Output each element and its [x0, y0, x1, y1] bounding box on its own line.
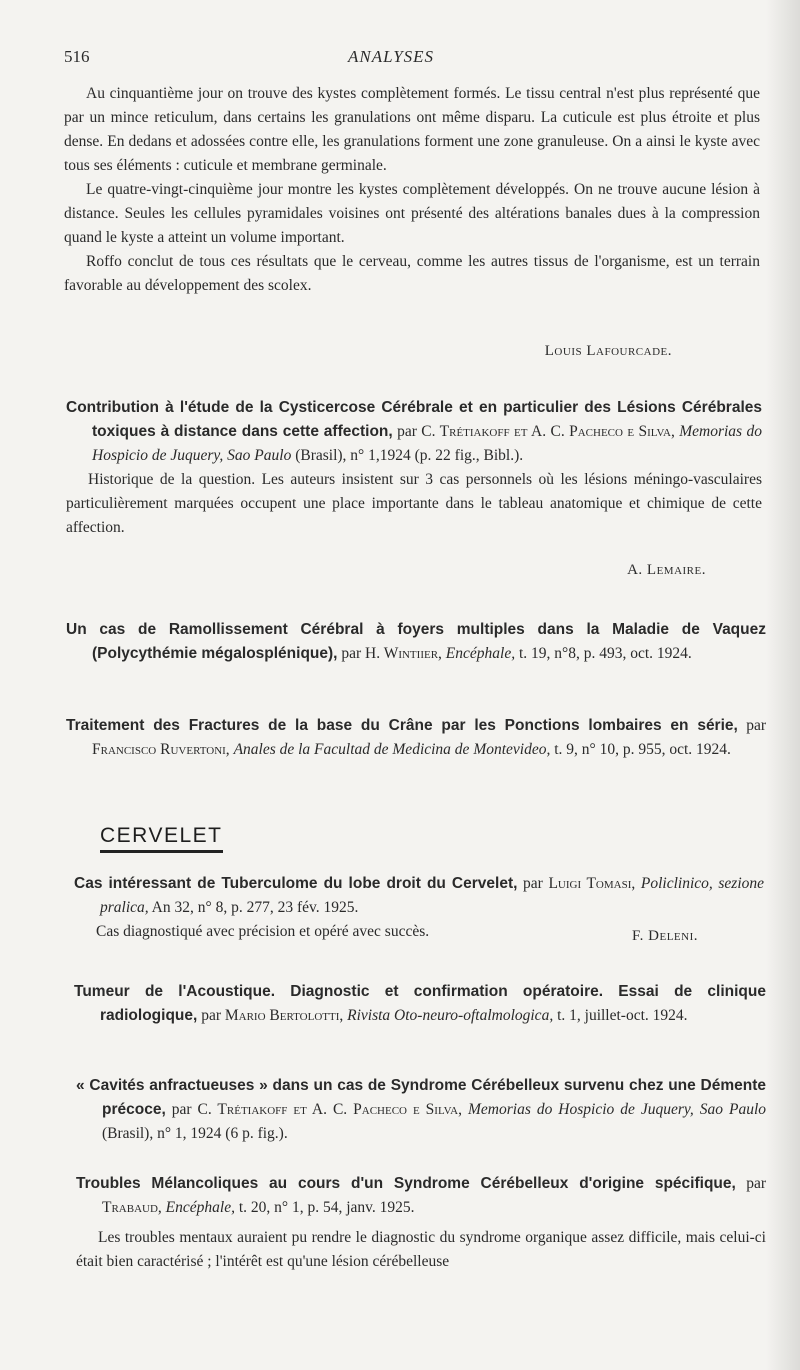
article-title: Tumeur de l'Acoustique. Diagnostic et confirmation opératoire. Essai de clinique radiologique,: [74, 983, 766, 1024]
citation: Cas intéressant de Tuberculome du lobe droit du Cervelet, par Luigi Tomasi, Policlinico, sezione pralica, An 32, n° 8, p. 277, 23 fév. 1925.: [74, 875, 765, 916]
reference: t. 20, n° 1, p. 54, janv. 1925.: [234, 1199, 415, 1216]
citation: Traitement des Fractures de la base du Crâne par les Ponctions lombaires en série, par Francisco Ruvertoni, Anales de la Facultad de Medicina de Montevideo, t. 9, n° 10, p. 955, oct. 1924.: [66, 717, 766, 758]
article-title: Un cas de Ramollissement Cérébral à foyers multiples dans la Maladie de Vaquez (Polycythémie mégalosplénique),: [66, 621, 766, 662]
reference: (Brasil), n° 1, 1924 (6 p. fig.).: [102, 1125, 288, 1142]
paragraph: Au cinquantième jour on trouve des kystes complètement formés. Le tissu central n'est plus représenté que par un mince reticulum, dans certains les granulations ont même disparu. La cuticule est plus étroite et plus dense. En dedans et adossées contre elle, les granulations forment une zone granuleuse. On a ainsi le kyste avec tous ses éléments : cuticule et membrane germinale.: [64, 85, 760, 174]
reference: t. 19, n°8, p. 493, oct. 1924.: [515, 645, 692, 662]
paragraph: Le quatre-vingt-cinquième jour montre les kystes complètement développés. On ne trouve aucune lésion à distance. Seules les cellules pyramidales voisines ont présenté des altérations banales dues à la compression quand le kyste a atteint un volume important.: [64, 181, 760, 246]
abstract-text: Cas diagnostiqué avec précision et opéré avec succès.: [96, 923, 430, 940]
authors: Mario Bertolotti,: [224, 1007, 344, 1024]
abstract-entry: [76, 1172, 766, 1274]
abstract-text: Historique de la question. Les auteurs insistent sur 3 cas personnels où les lésions méningo-vasculaires particulièrement marquées occupent une place importante dans le tableau anatomique et chimique de cette affection.: [66, 471, 762, 536]
journal: Memorias do Hospicio de Juquery, Sao Paulo: [92, 423, 762, 464]
article-title: Troubles Mélancoliques au cours d'un Syndrome Cérébelleux d'origine spécifique,: [76, 1175, 736, 1192]
citation: Troubles Mélancoliques au cours d'un Syndrome Cérébelleux d'origine spécifique, par Trabaud, Encéphale, t. 20, n° 1, p. 54, janv. 1925.: [76, 1175, 766, 1216]
abstract-entry: [76, 1074, 766, 1146]
authors: Luigi Tomasi,: [548, 875, 636, 892]
journal: Policlinico, sezione pralica,: [100, 875, 765, 916]
page-number: 516: [64, 47, 90, 66]
signature: F. Deleni.: [632, 928, 698, 944]
journal: Encéphale,: [165, 1199, 235, 1216]
citation: Contribution à l'étude de la Cysticercose Cérébrale et en particulier des Lésions Cérébrales toxiques à distance dans cette affection, par C. Trétiakoff et A. C. Pacheco e Silva, Memorias do Hospicio de Juquery, Sao Paulo (Brasil), n° 1,1924 (p. 22 fig., Bibl.).: [66, 399, 762, 464]
page-edge-shadow: [766, 0, 800, 1370]
journal: Encéphale,: [445, 645, 516, 662]
authors: H. Wintiier,: [365, 645, 442, 662]
reference: An 32, n° 8, p. 277, 23 fév. 1925.: [148, 899, 359, 916]
authors: Trabaud,: [102, 1199, 162, 1216]
article-title: Contribution à l'étude de la Cysticercose Cérébrale et en particulier des Lésions Cérébrales toxiques à distance dans cette affection,: [66, 399, 762, 440]
citation: « Cavités anfractueuses » dans un cas de Syndrome Cérébelleux survenu chez une Démente précoce, par C. Trétiakoff et A. C. Pacheco e Silva, Memorias do Hospicio de Juquery, Sao Paulo (Brasil), n° 1, 1924 (6 p. fig.).: [76, 1077, 767, 1142]
abstract-entry: [66, 714, 766, 762]
authors: C. Trétiakoff et A. C. Pacheco e Silva,: [197, 1101, 463, 1118]
authors: C. Trétiakoff et A. C. Pacheco e Silva,: [421, 423, 675, 440]
authors: Francisco Ruvertoni,: [92, 741, 230, 758]
abstract-entry: [74, 980, 766, 1028]
reference: t. 9, n° 10, p. 955, oct. 1924.: [550, 741, 731, 758]
signature: Louis Lafourcade.: [544, 343, 672, 359]
intro-text: [64, 82, 760, 298]
abstract-text: Les troubles mentaux auraient pu rendre le diagnostic du syndrome organique assez difficile, mais celui-ci était bien caractérisé ; l'intérêt est qu'une lésion cérébelleuse: [76, 1229, 766, 1270]
journal: Memorias do Hospicio de Juquery, Sao Paulo: [468, 1101, 767, 1118]
reference: (Brasil), n° 1,1924 (p. 22 fig., Bibl.).: [291, 447, 524, 464]
abstract-entry: [66, 396, 762, 540]
signature: A. Lemaire.: [627, 562, 706, 578]
journal: Anales de la Facultad de Medicina de Montevideo,: [233, 741, 551, 758]
journal: Rivista Oto-neuro-oftalmologica,: [347, 1007, 554, 1024]
abstract-entry: [66, 618, 766, 666]
running-head: [64, 47, 704, 71]
article-title: Cas intéressant de Tuberculome du lobe droit du Cervelet,: [74, 875, 518, 892]
reference: t. 1, juillet-oct. 1924.: [553, 1007, 688, 1024]
citation: Tumeur de l'Acoustique. Diagnostic et confirmation opératoire. Essai de clinique radiologique, par Mario Bertolotti, Rivista Oto-neuro-oftalmologica, t. 1, juillet-oct. 1924.: [74, 983, 766, 1024]
article-title: « Cavités anfractueuses » dans un cas de Syndrome Cérébelleux survenu chez une Démente précoce,: [76, 1077, 766, 1118]
paragraph: Roffo conclut de tous ces résultats que le cerveau, comme les autres tissus de l'organisme, est un terrain favorable au développement des scolex.: [64, 253, 760, 294]
citation: Un cas de Ramollissement Cérébral à foyers multiples dans la Maladie de Vaquez (Polycythémie mégalosplénique), par H. Wintiier, Encéphale, t. 19, n°8, p. 493, oct. 1924.: [66, 621, 766, 662]
article-title: Traitement des Fractures de la base du Crâne par les Ponctions lombaires en série,: [66, 717, 738, 734]
section-heading: CERVELET: [100, 824, 223, 853]
running-title: ANALYSES: [348, 47, 435, 66]
